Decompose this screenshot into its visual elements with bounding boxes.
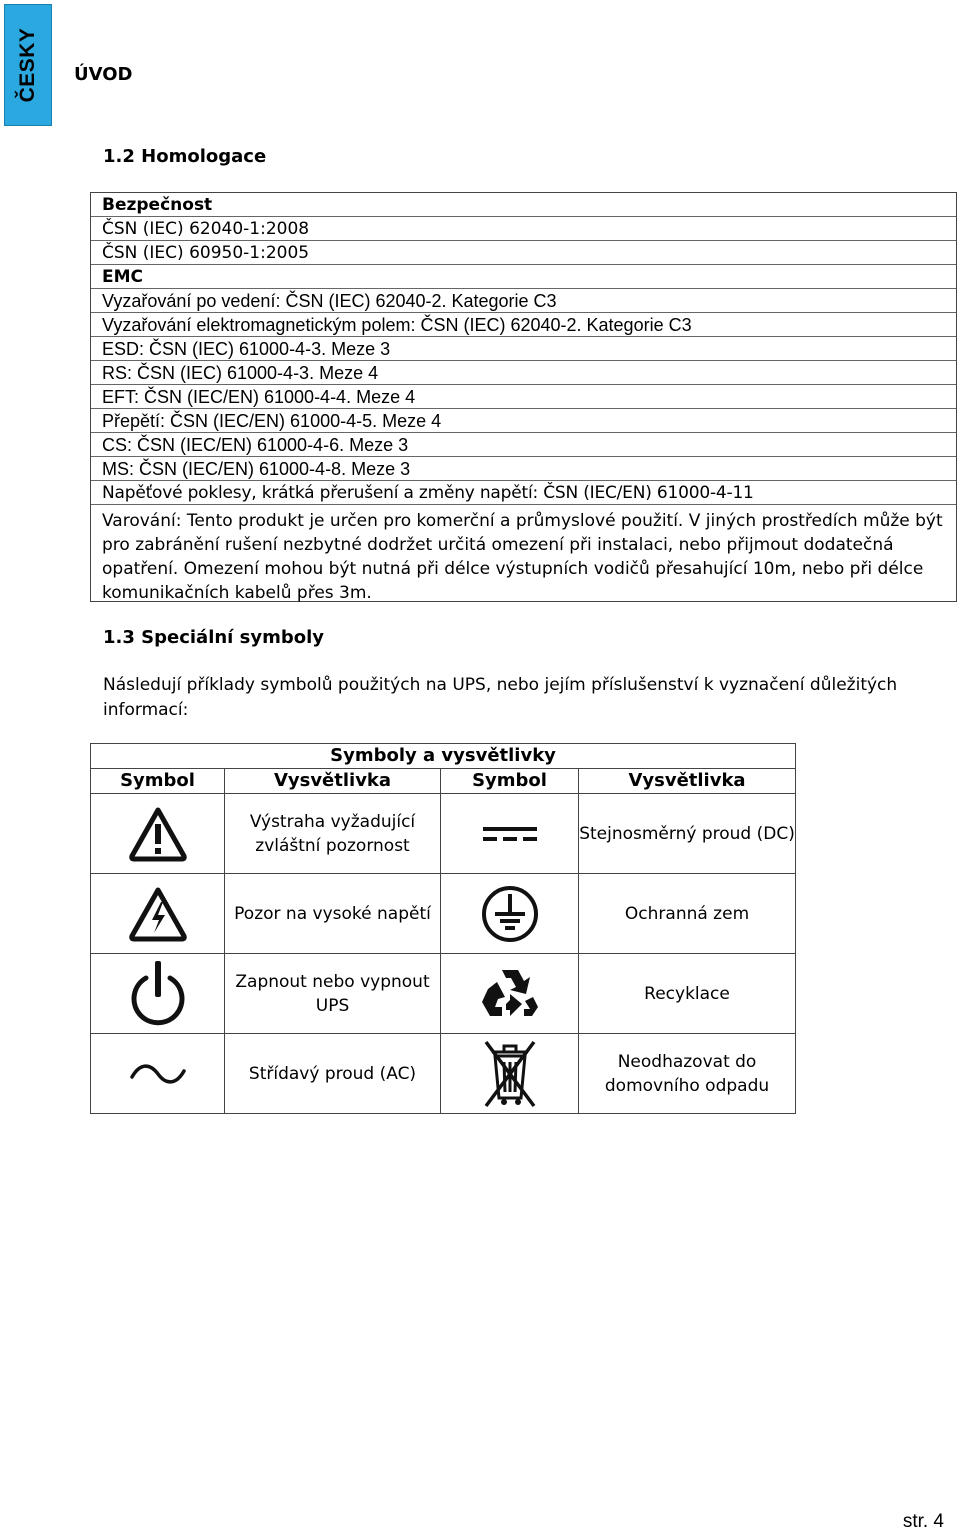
homologation-line: Přepětí: ČSN (IEC/EN) 61000-4-5. Meze 4 xyxy=(91,409,956,433)
symbols-table-caption: Symboly a vysvětlivky xyxy=(91,744,796,769)
explanation-cell: Ochranná zem xyxy=(579,874,796,954)
homologation-line: RS: ČSN (IEC) 61000-4-3. Meze 4 xyxy=(91,361,956,385)
homologation-line: EFT: ČSN (IEC/EN) 61000-4-4. Meze 4 xyxy=(91,385,956,409)
homologation-line: MS: ČSN (IEC/EN) 61000-4-8. Meze 3 xyxy=(91,457,956,481)
table-row xyxy=(91,954,796,1034)
homologation-line: Napěťové poklesy, krátká přerušení a změny napětí: ČSN (IEC/EN) 61000-4-11 xyxy=(91,481,956,505)
explanation-cell: Pozor na vysoké napětí xyxy=(225,874,441,954)
homologation-box xyxy=(90,192,957,602)
recycle-icon xyxy=(478,964,542,1024)
column-header-explanation: Vysvětlivka xyxy=(225,769,441,794)
protective-earth-icon xyxy=(480,884,540,944)
symbol-cell xyxy=(91,874,225,954)
symbol-cell xyxy=(91,1034,225,1114)
homologation-line: Bezpečnost xyxy=(91,193,956,217)
language-tab xyxy=(4,4,52,126)
symbol-cell xyxy=(441,794,579,874)
homologation-line: Vyzařování po vedení: ČSN (IEC) 62040-2. Kategorie C3 xyxy=(91,289,956,313)
explanation-cell: Výstraha vyžadující zvláštní pozornost xyxy=(225,794,441,874)
table-row xyxy=(91,794,796,874)
explanation-cell: Stejnosměrný proud (DC) xyxy=(579,794,796,874)
warning-triangle-icon xyxy=(128,806,188,862)
homologation-warning: Varování: Tento produkt je určen pro komerční a průmyslové použití. V jiných prostředích může být pro zabránění rušení nezbytné dodržet určitá omezení při instalaci, nebo přijmout dodatečná opatření. Omezení mohou být nutná při délce výstupních vodičů přesahující 10m, nebo při délce komunikačních kabelů přes 3m. xyxy=(102,511,943,603)
page-number: str. 4 xyxy=(902,1511,944,1532)
homologation-heading: 1.2 Homologace xyxy=(103,146,267,167)
crossed-bin-icon xyxy=(480,1038,540,1110)
explanation-cell: Zapnout nebo vypnout UPS xyxy=(225,954,441,1034)
table-row xyxy=(91,874,796,954)
homologation-line: EMC xyxy=(91,265,956,289)
ac-current-icon xyxy=(128,1059,188,1089)
homologation-line: ČSN (IEC) 60950-1:2005 xyxy=(91,241,956,265)
column-header-symbol: Symbol xyxy=(91,769,225,794)
symbol-cell xyxy=(441,874,579,954)
symbol-cell xyxy=(441,954,579,1034)
column-header-explanation: Vysvětlivka xyxy=(579,769,796,794)
symbol-cell xyxy=(441,1034,579,1114)
section-title: ÚVOD xyxy=(74,64,133,85)
explanation-cell: Střídavý proud (AC) xyxy=(225,1034,441,1114)
special-symbols-heading: 1.3 Speciální symboly xyxy=(103,627,324,648)
symbol-cell xyxy=(91,954,225,1034)
homologation-line: CS: ČSN (IEC/EN) 61000-4-6. Meze 3 xyxy=(91,433,956,457)
dc-current-icon xyxy=(480,819,540,849)
high-voltage-icon xyxy=(128,886,188,942)
table-row xyxy=(91,1034,796,1114)
special-symbols-intro: Následují příklady symbolů použitých na UPS, nebo jejím příslušenství k vyznačení důležitých informací: xyxy=(103,675,898,720)
language-tab-label: ČESKY xyxy=(16,27,39,103)
column-header-symbol: Symbol xyxy=(441,769,579,794)
explanation-cell: Neodhazovat do domovního odpadu xyxy=(579,1034,796,1114)
homologation-line: ESD: ČSN (IEC) 61000-4-3. Meze 3 xyxy=(91,337,956,361)
homologation-line: ČSN (IEC) 62040-1:2008 xyxy=(91,217,956,241)
homologation-line: Vyzařování elektromagnetickým polem: ČSN (IEC) 62040-2. Kategorie C3 xyxy=(91,313,956,337)
symbol-cell xyxy=(91,794,225,874)
explanation-cell: Recyklace xyxy=(579,954,796,1034)
power-icon xyxy=(126,958,190,1030)
symbols-table xyxy=(90,743,796,1114)
